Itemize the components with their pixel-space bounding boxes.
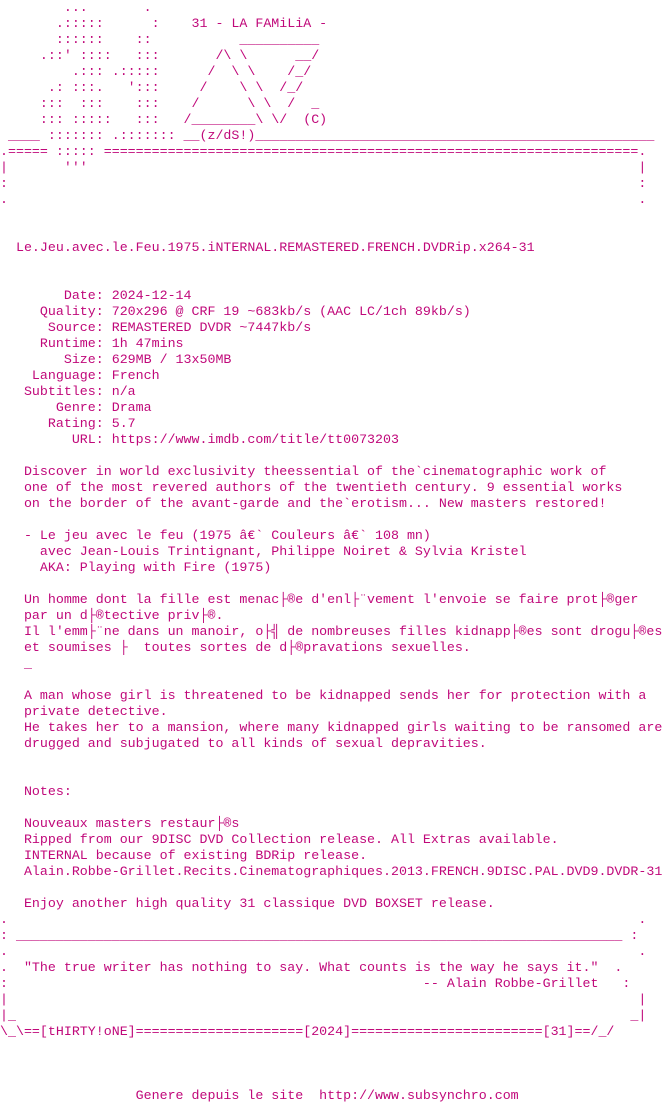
nfo-line: one of the most revered authors of the twentieth century. 9 essential works — [0, 480, 623, 495]
nfo-line: A man whose girl is threatened to be kidnapped sends her for protection with a — [0, 688, 647, 703]
nfo-line: .::' :::: ::: /\ \ __/ — [0, 48, 320, 63]
nfo-line: _ — [0, 656, 32, 671]
nfo-line: | ''' | — [0, 160, 647, 175]
nfo-line: Discover in world exclusivity theessential of the`cinematographic work of — [0, 464, 607, 479]
nfo-line: Alain.Robbe-Grillet.Recits.Cinematographiques.2013.FRENCH.9DISC.PAL.DVD9.DVDR-31 — [0, 864, 663, 879]
nfo-line: .::: .::::: / \ \ /_/ — [0, 64, 312, 79]
nfo-line: :::::: :: __________ — [0, 32, 320, 47]
nfo-line: Il l'emm├¨ne dans un manoir, o├╣ de nombreuses filles kidnapp├®es sont drogu├®es — [0, 624, 663, 639]
nfo-line: \_\==[tHIRTY!oNE]=====================[2024]========================[31]==/_/ — [0, 1024, 615, 1039]
nfo-line: Date: 2024-12-14 — [0, 288, 192, 303]
nfo-line: Notes: — [0, 784, 72, 799]
nfo-line: . . — [0, 912, 647, 927]
nfo-line: .: :::. '::: / \ \ /_/ — [0, 80, 304, 95]
nfo-line: URL: https://www.imdb.com/title/tt0073203 — [0, 432, 399, 447]
nfo-line: Quality: 720x296 @ CRF 19 ~683kb/s (AAC LC/1ch 89kb/s) — [0, 304, 471, 319]
nfo-line: : -- Alain Robbe-Grillet : — [0, 976, 631, 991]
nfo-line: et soumises ├ toutes sortes de d├®pravations sexuelles. — [0, 640, 471, 655]
nfo-line: Language: French — [0, 368, 160, 383]
nfo-line: ... . — [0, 0, 152, 15]
nfo-line: | | — [0, 992, 647, 1007]
nfo-line: Size: 629MB / 13x50MB — [0, 352, 232, 367]
nfo-line: Un homme dont la fille est menac├®e d'enl├¨vement l'envoie se faire prot├®ger — [0, 592, 639, 607]
nfo-line: AKA: Playing with Fire (1975) — [0, 560, 272, 575]
nfo-line: Enjoy another high quality 31 classique DVD BOXSET release. — [0, 896, 495, 911]
nfo-line: Genre: Drama — [0, 400, 152, 415]
nfo-line: on the border of the avant-garde and the`erotism... New masters restored! — [0, 496, 607, 511]
nfo-line: avec Jean-Louis Trintignant, Philippe Noiret & Sylvia Kristel — [0, 544, 527, 559]
nfo-line: |_ _| — [0, 1008, 647, 1023]
nfo-line: He takes her to a mansion, where many kidnapped girls waiting to be ransomed are — [0, 720, 663, 735]
nfo-line: Le.Jeu.avec.le.Feu.1975.iNTERNAL.REMASTERED.FRENCH.DVDRip.x264-31 — [0, 240, 535, 255]
nfo-line: Source: REMASTERED DVDR ~7447kb/s — [0, 320, 312, 335]
nfo-line: .::::: : 31 - LA FAMiLiA - — [0, 16, 328, 31]
nfo-line: . . — [0, 192, 647, 207]
nfo-line: Rating: 5.7 — [0, 416, 136, 431]
nfo-line: par un d├®tective priv├®. — [0, 608, 224, 623]
nfo-line: Ripped from our 9DISC DVD Collection release. All Extras available. — [0, 832, 559, 847]
nfo-line: : : — [0, 176, 647, 191]
nfo-line: ____ ::::::: .::::::: __(z/dS!)__________________________________________________ — [0, 128, 655, 143]
nfo-line: . "The true writer has nothing to say. What counts is the way he says it." . — [0, 960, 623, 975]
nfo-line: : ____________________________________________________________________________ : — [0, 928, 639, 943]
nfo-line: Genere depuis le site http://www.subsynchro.com — [0, 1088, 519, 1103]
nfo-line: .===== ::::: ===================================================================. — [0, 144, 647, 159]
nfo-line: Subtitles: n/a — [0, 384, 136, 399]
nfo-line: ::: ::: ::: / \ \ / _ — [0, 96, 320, 111]
nfo-line: Runtime: 1h 47mins — [0, 336, 184, 351]
nfo-line: INTERNAL because of existing BDRip release. — [0, 848, 368, 863]
nfo-line: Nouveaux masters restaur├®s — [0, 816, 240, 831]
nfo-line: . . — [0, 944, 647, 959]
nfo-line: private detective. — [0, 704, 168, 719]
nfo-line: drugged and subjugated to all kinds of sexual depravities. — [0, 736, 487, 751]
nfo-line: - Le jeu avec le feu (1975 â€` Couleurs â€` 108 mn) — [0, 528, 431, 543]
nfo-line: ::: ::::: ::: /________\ \/ (C) — [0, 112, 328, 127]
